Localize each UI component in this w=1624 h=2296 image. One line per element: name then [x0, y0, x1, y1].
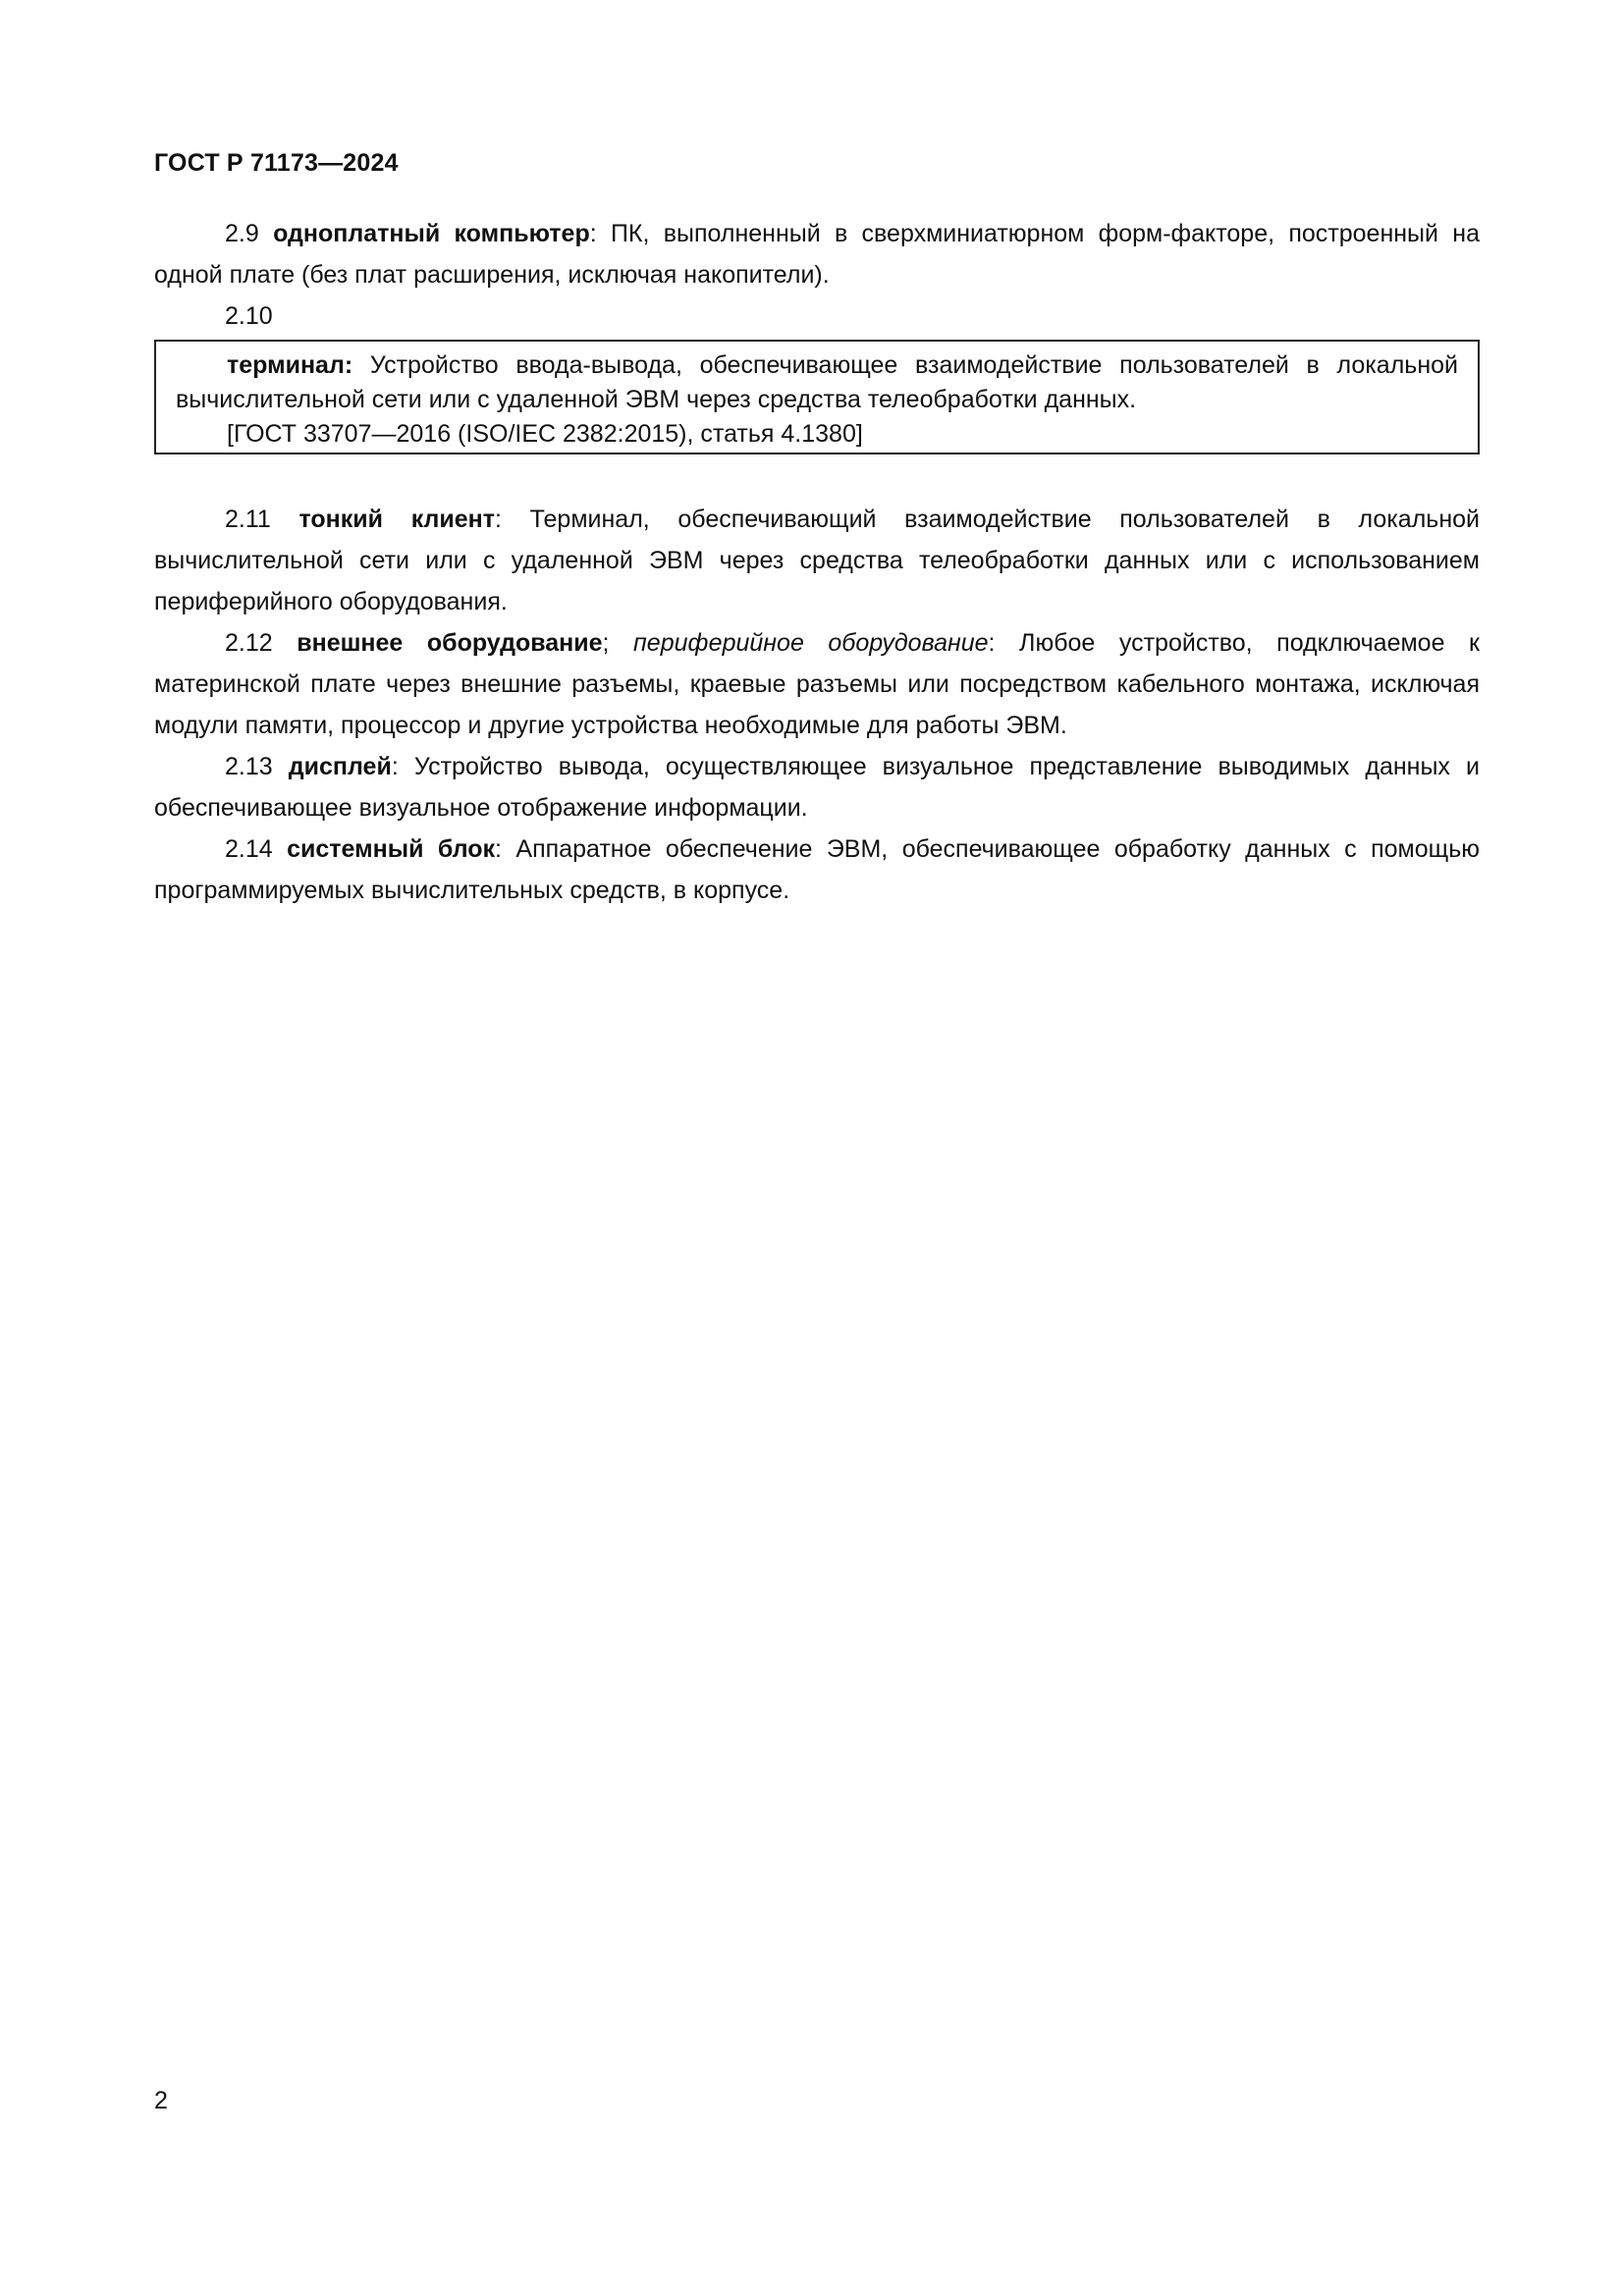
terminal-definition: [176, 348, 1458, 417]
definition-term: системный блок: [287, 835, 496, 863]
definition-2-9: [154, 213, 1480, 295]
definition-separator: :: [589, 220, 611, 247]
definition-2-14: [154, 828, 1480, 911]
definition-term: терминал:: [227, 351, 353, 379]
definition-number: 2.9: [225, 220, 259, 247]
definition-separator: :: [495, 835, 516, 863]
definitions-bottom: [154, 499, 1480, 911]
definition-separator: ;: [602, 629, 634, 657]
definition-text: Устройство ввода-вывода, обеспечивающее взаимодействие пользователей в локальной вычислительной сети или с удаленной ЭВМ через средства телеобработки данных.: [176, 351, 1458, 413]
standard-code-header: ГОСТ Р 71173—2024: [154, 149, 399, 177]
definition-number: 2.11: [225, 506, 271, 533]
definition-number: 2.12: [225, 629, 273, 657]
definition-term: дисплей: [288, 753, 392, 780]
definition-source-reference: [ГОСТ 33707—2016 (ISO/IEC 2382:2015), статья 4.1380]: [227, 420, 863, 448]
definition-separator: :: [391, 753, 414, 780]
definition-2-12: [154, 622, 1480, 746]
definition-number: 2.14: [225, 835, 273, 863]
definition-number: 2.13: [225, 753, 273, 780]
definition-term: одноплатный компьютер: [273, 220, 590, 247]
definition-text: Терминал, обеспечивающий взаимодействие пользователей в локальной вычислительной сети или с удаленной ЭВМ через средства телеобработки данных или с использованием периферийного оборудования.: [154, 506, 1480, 615]
quoted-term-box: [154, 340, 1480, 454]
definition-number: 2.10: [225, 302, 273, 330]
definition-term: внешнее оборудование: [297, 629, 603, 657]
definitions-top: [154, 213, 1480, 337]
definition-2-11: [154, 499, 1480, 622]
page-number: 2: [154, 2087, 168, 2114]
definition-separator: :: [988, 629, 1020, 657]
definition-synonym: периферийное оборудование: [633, 629, 989, 657]
definition-2-13: [154, 746, 1480, 828]
definition-term: тонкий клиент: [298, 506, 496, 533]
definition-text: Любое устройство, подключаемое к материнской плате через внешние разъемы, краевые разъемы или посредством кабельного монтажа, исключая модули памяти, процессор и другие устройства необходимые для работы ЭВМ.: [154, 629, 1480, 739]
definition-2-10-number: [154, 295, 1480, 337]
definition-separator: :: [495, 506, 530, 533]
definition-text: ПК, выполненный в сверхминиатюрном форм-факторе, построенный на одной плате (без плат расширения, исключая накопители).: [154, 220, 1480, 289]
definition-text: Устройство вывода, осуществляющее визуальное представление выводимых данных и обеспечивающее визуальное отображение информации.: [154, 753, 1480, 822]
definition-text: Аппаратное обеспечение ЭВМ, обеспечивающее обработку данных с помощью программируемых вычислительных средств, в корпусе.: [154, 835, 1480, 904]
